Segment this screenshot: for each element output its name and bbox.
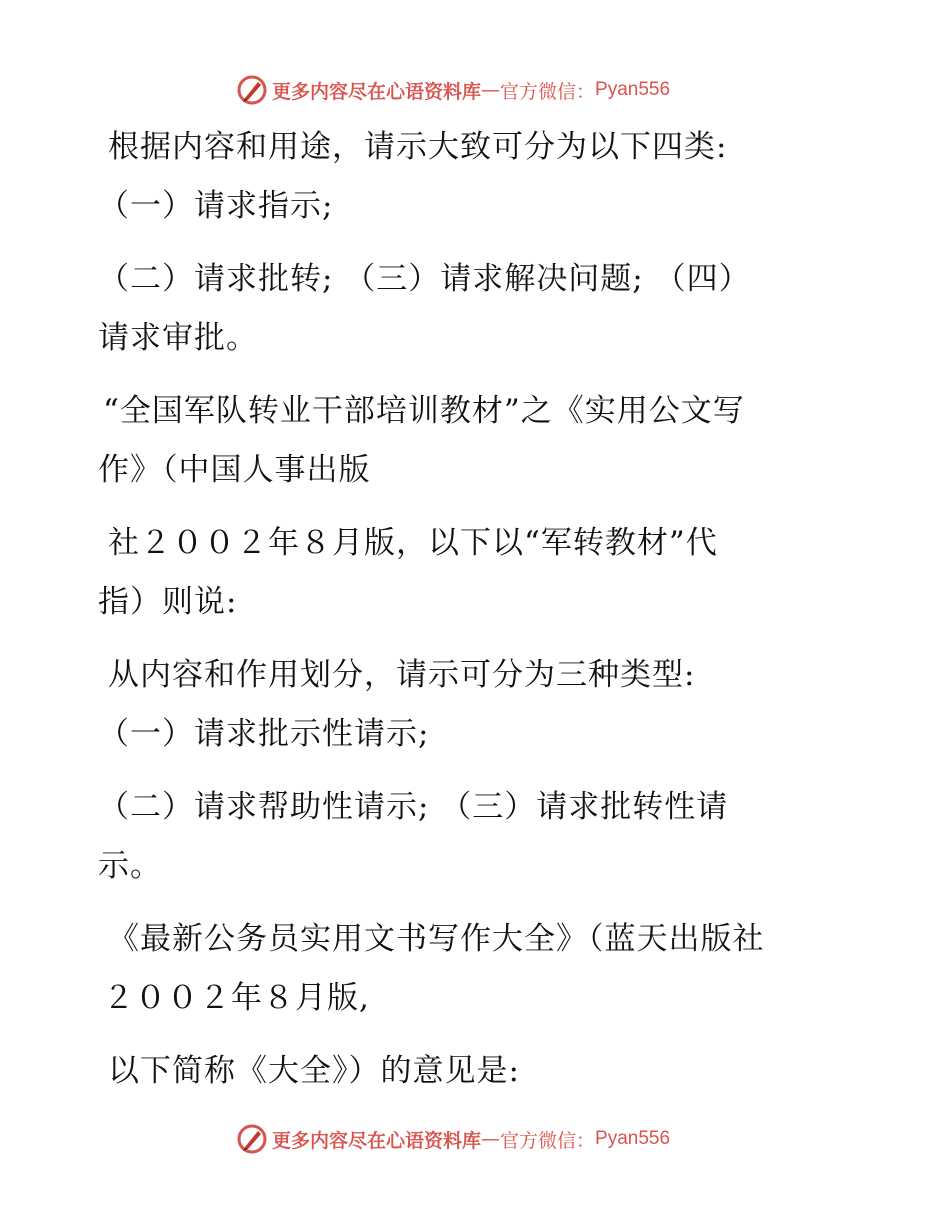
- footer-watermark: [236, 1121, 670, 1157]
- body-line: 以下简称《大全》）的意见是:: [108, 1053, 520, 1089]
- body-line: （一）请求指示;: [98, 188, 334, 224]
- body-line: ２００２年８月版,: [103, 980, 370, 1016]
- watermark-separator: —: [481, 1128, 501, 1150]
- body-line: “全国军队转业干部培训教材”之《实用公文写: [103, 393, 745, 429]
- body-line: （二）请求批转; （三）请求解决问题; （四）: [98, 261, 751, 297]
- header-watermark: [236, 72, 670, 108]
- pen-logo-icon: [236, 74, 268, 106]
- watermark-separator: —: [481, 79, 501, 101]
- body-line: 从内容和作用划分，请示可分为三种类型:: [108, 657, 696, 693]
- body-line: （二）请求帮助性请示; （三）请求批转性请: [98, 789, 729, 825]
- body-line: （一）请求批示性请示;: [98, 716, 430, 752]
- watermark-label: 官方微信：: [500, 1129, 596, 1152]
- watermark-label: 官方微信：: [500, 80, 596, 103]
- watermark-wechat-id: Pyan556: [595, 1128, 671, 1149]
- pen-logo-icon: [236, 1123, 268, 1155]
- watermark-text: 更多内容尽在心语资料库: [272, 80, 482, 103]
- body-line: 指）则说:: [98, 584, 238, 620]
- body-line: 示。: [98, 848, 162, 884]
- body-line: 社２００２年８月版，以下以“军转教材”代: [108, 525, 718, 561]
- watermark-text: 更多内容尽在心语资料库: [272, 1129, 482, 1152]
- body-line: 根据内容和用途，请示大致可分为以下四类:: [108, 129, 728, 165]
- watermark-wechat-id: Pyan556: [595, 79, 671, 100]
- body-line: 作》（中国人事出版: [98, 452, 371, 488]
- body-line: 请求审批。: [98, 320, 258, 356]
- body-line: 《最新公务员实用文书写作大全》（蓝天出版社: [108, 921, 765, 957]
